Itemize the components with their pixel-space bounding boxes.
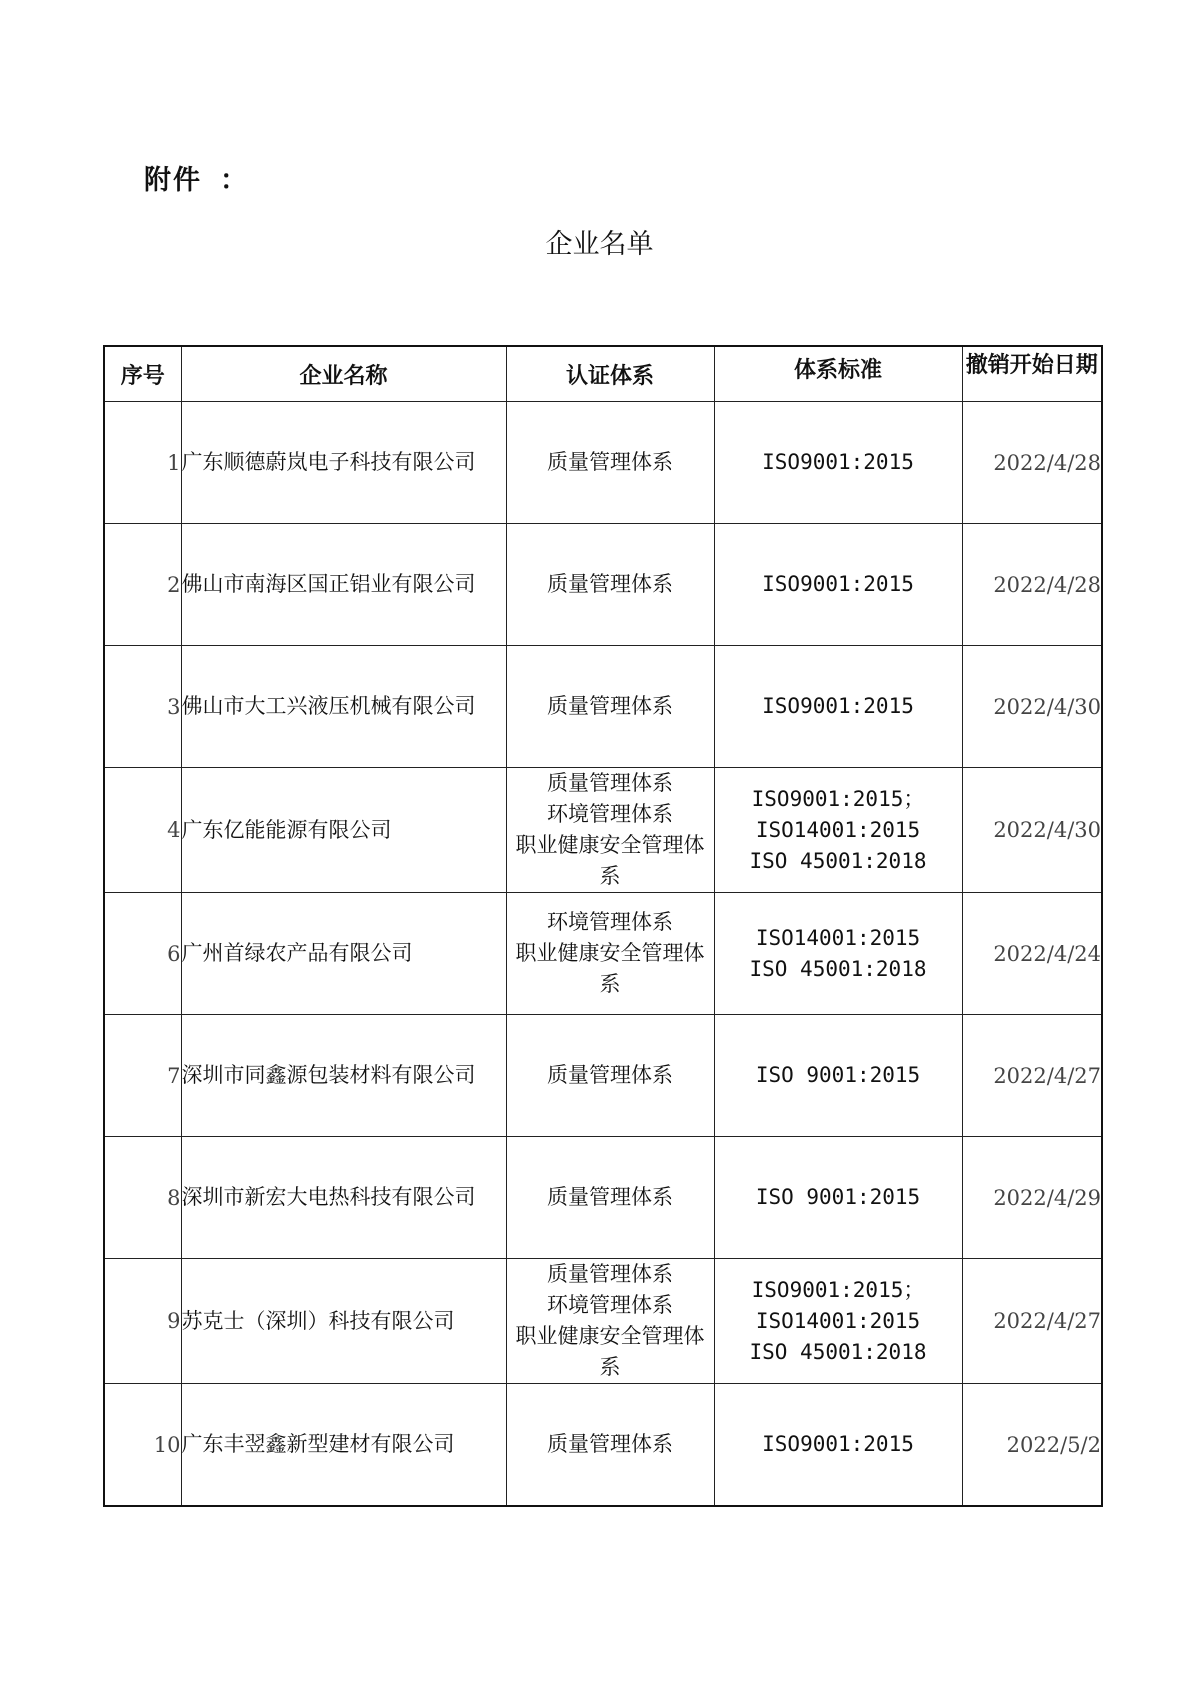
standard-line: ISO 45001:2018 — [749, 848, 927, 873]
system-line: 环境管理体系 — [547, 1293, 673, 1317]
company-name: 广东顺德蔚岚电子科技有限公司 — [181, 402, 506, 524]
standard-line: ISO9001:2015； — [751, 786, 925, 811]
system-standard — [714, 893, 962, 1015]
company-name: 苏克士（深圳）科技有限公司 — [181, 1259, 506, 1384]
row-number: 4 — [104, 768, 181, 893]
attachment-colon: ： — [220, 165, 249, 196]
page-title: 企业名单 — [545, 229, 654, 260]
company-name: 佛山市大工兴液压机械有限公司 — [181, 646, 506, 768]
certification-system — [506, 768, 714, 893]
system-standard — [714, 1259, 962, 1384]
revocation-date: 2022/4/28 — [962, 524, 1102, 646]
standard-line: ISO14001:2015 — [755, 1308, 921, 1333]
table-row — [104, 1259, 1102, 1384]
standard-line: ISO9001:2015 — [762, 450, 914, 474]
table-row — [104, 1384, 1102, 1507]
system-line: 职业健康安全管理体系 — [515, 1324, 705, 1379]
company-name: 广州首绿农产品有限公司 — [181, 893, 506, 1015]
system-standard — [714, 646, 962, 768]
header-date: 撤销开始日期 — [962, 346, 1102, 402]
system-line: 质量管理体系 — [547, 694, 673, 718]
system-line: 质量管理体系 — [547, 1063, 673, 1087]
standard-line: ISO 45001:2018 — [749, 1339, 927, 1364]
certification-system — [506, 524, 714, 646]
standard-line: ISO9001:2015 — [762, 572, 914, 596]
system-line: 环境管理体系 — [547, 802, 673, 826]
certification-system — [506, 1015, 714, 1137]
standard-line: ISO14001:2015 — [755, 817, 921, 842]
row-number: 8 — [104, 1137, 181, 1259]
system-standard — [714, 402, 962, 524]
company-table — [103, 345, 1103, 1507]
revocation-date: 2022/4/30 — [962, 768, 1102, 893]
standard-line: ISO14001:2015 — [755, 925, 921, 950]
system-line: 质量管理体系 — [547, 1432, 673, 1456]
system-line: 质量管理体系 — [547, 1185, 673, 1209]
header-system: 认证体系 — [506, 346, 714, 402]
table-row — [104, 1137, 1102, 1259]
row-number: 9 — [104, 1259, 181, 1384]
revocation-date: 2022/4/24 — [962, 893, 1102, 1015]
company-name: 广东丰翌鑫新型建材有限公司 — [181, 1384, 506, 1507]
system-standard — [714, 524, 962, 646]
company-name: 深圳市新宏大电热科技有限公司 — [181, 1137, 506, 1259]
system-standard — [714, 1384, 962, 1507]
certification-system — [506, 1384, 714, 1507]
table-row — [104, 524, 1102, 646]
certification-system — [506, 893, 714, 1015]
company-name: 广东亿能能源有限公司 — [181, 768, 506, 893]
revocation-date: 2022/4/29 — [962, 1137, 1102, 1259]
system-line: 质量管理体系 — [547, 450, 673, 474]
system-standard — [714, 768, 962, 893]
standard-line: ISO9001:2015； — [751, 1277, 925, 1302]
system-line: 职业健康安全管理体系 — [515, 833, 705, 888]
system-line: 职业健康安全管理体系 — [515, 941, 705, 996]
standard-line: ISO9001:2015 — [762, 694, 914, 718]
certification-system — [506, 1259, 714, 1384]
system-standard — [714, 1015, 962, 1137]
system-line: 质量管理体系 — [547, 1262, 673, 1286]
certification-system — [506, 402, 714, 524]
system-line: 环境管理体系 — [547, 910, 673, 934]
table-row — [104, 768, 1102, 893]
revocation-date: 2022/4/27 — [962, 1259, 1102, 1384]
row-number: 2 — [104, 524, 181, 646]
table-row — [104, 893, 1102, 1015]
row-number: 10 — [104, 1384, 181, 1507]
revocation-date: 2022/4/27 — [962, 1015, 1102, 1137]
revocation-date: 2022/4/30 — [962, 646, 1102, 768]
certification-system — [506, 1137, 714, 1259]
header-no: 序号 — [104, 346, 181, 402]
row-number: 6 — [104, 893, 181, 1015]
standard-line: ISO9001:2015 — [762, 1432, 914, 1456]
standard-line: ISO 45001:2018 — [749, 956, 927, 981]
standard-line: ISO 9001:2015 — [755, 1063, 921, 1087]
standard-line: ISO 9001:2015 — [755, 1185, 921, 1209]
certification-system — [506, 646, 714, 768]
table-row — [104, 646, 1102, 768]
header-name: 企业名称 — [181, 346, 506, 402]
company-name: 深圳市同鑫源包装材料有限公司 — [181, 1015, 506, 1137]
system-line: 质量管理体系 — [547, 771, 673, 795]
attachment-label — [144, 158, 249, 197]
row-number: 7 — [104, 1015, 181, 1137]
table-row — [104, 1015, 1102, 1137]
revocation-date: 2022/5/2 — [962, 1384, 1102, 1507]
table-row — [104, 402, 1102, 524]
company-name: 佛山市南海区国正铝业有限公司 — [181, 524, 506, 646]
table-header-row — [104, 346, 1102, 402]
row-number: 3 — [104, 646, 181, 768]
revocation-date: 2022/4/28 — [962, 402, 1102, 524]
row-number: 1 — [104, 402, 181, 524]
header-standard: 体系标准 — [714, 346, 962, 402]
attachment-text: 附件 — [144, 165, 202, 196]
system-standard — [714, 1137, 962, 1259]
system-line: 质量管理体系 — [547, 572, 673, 596]
